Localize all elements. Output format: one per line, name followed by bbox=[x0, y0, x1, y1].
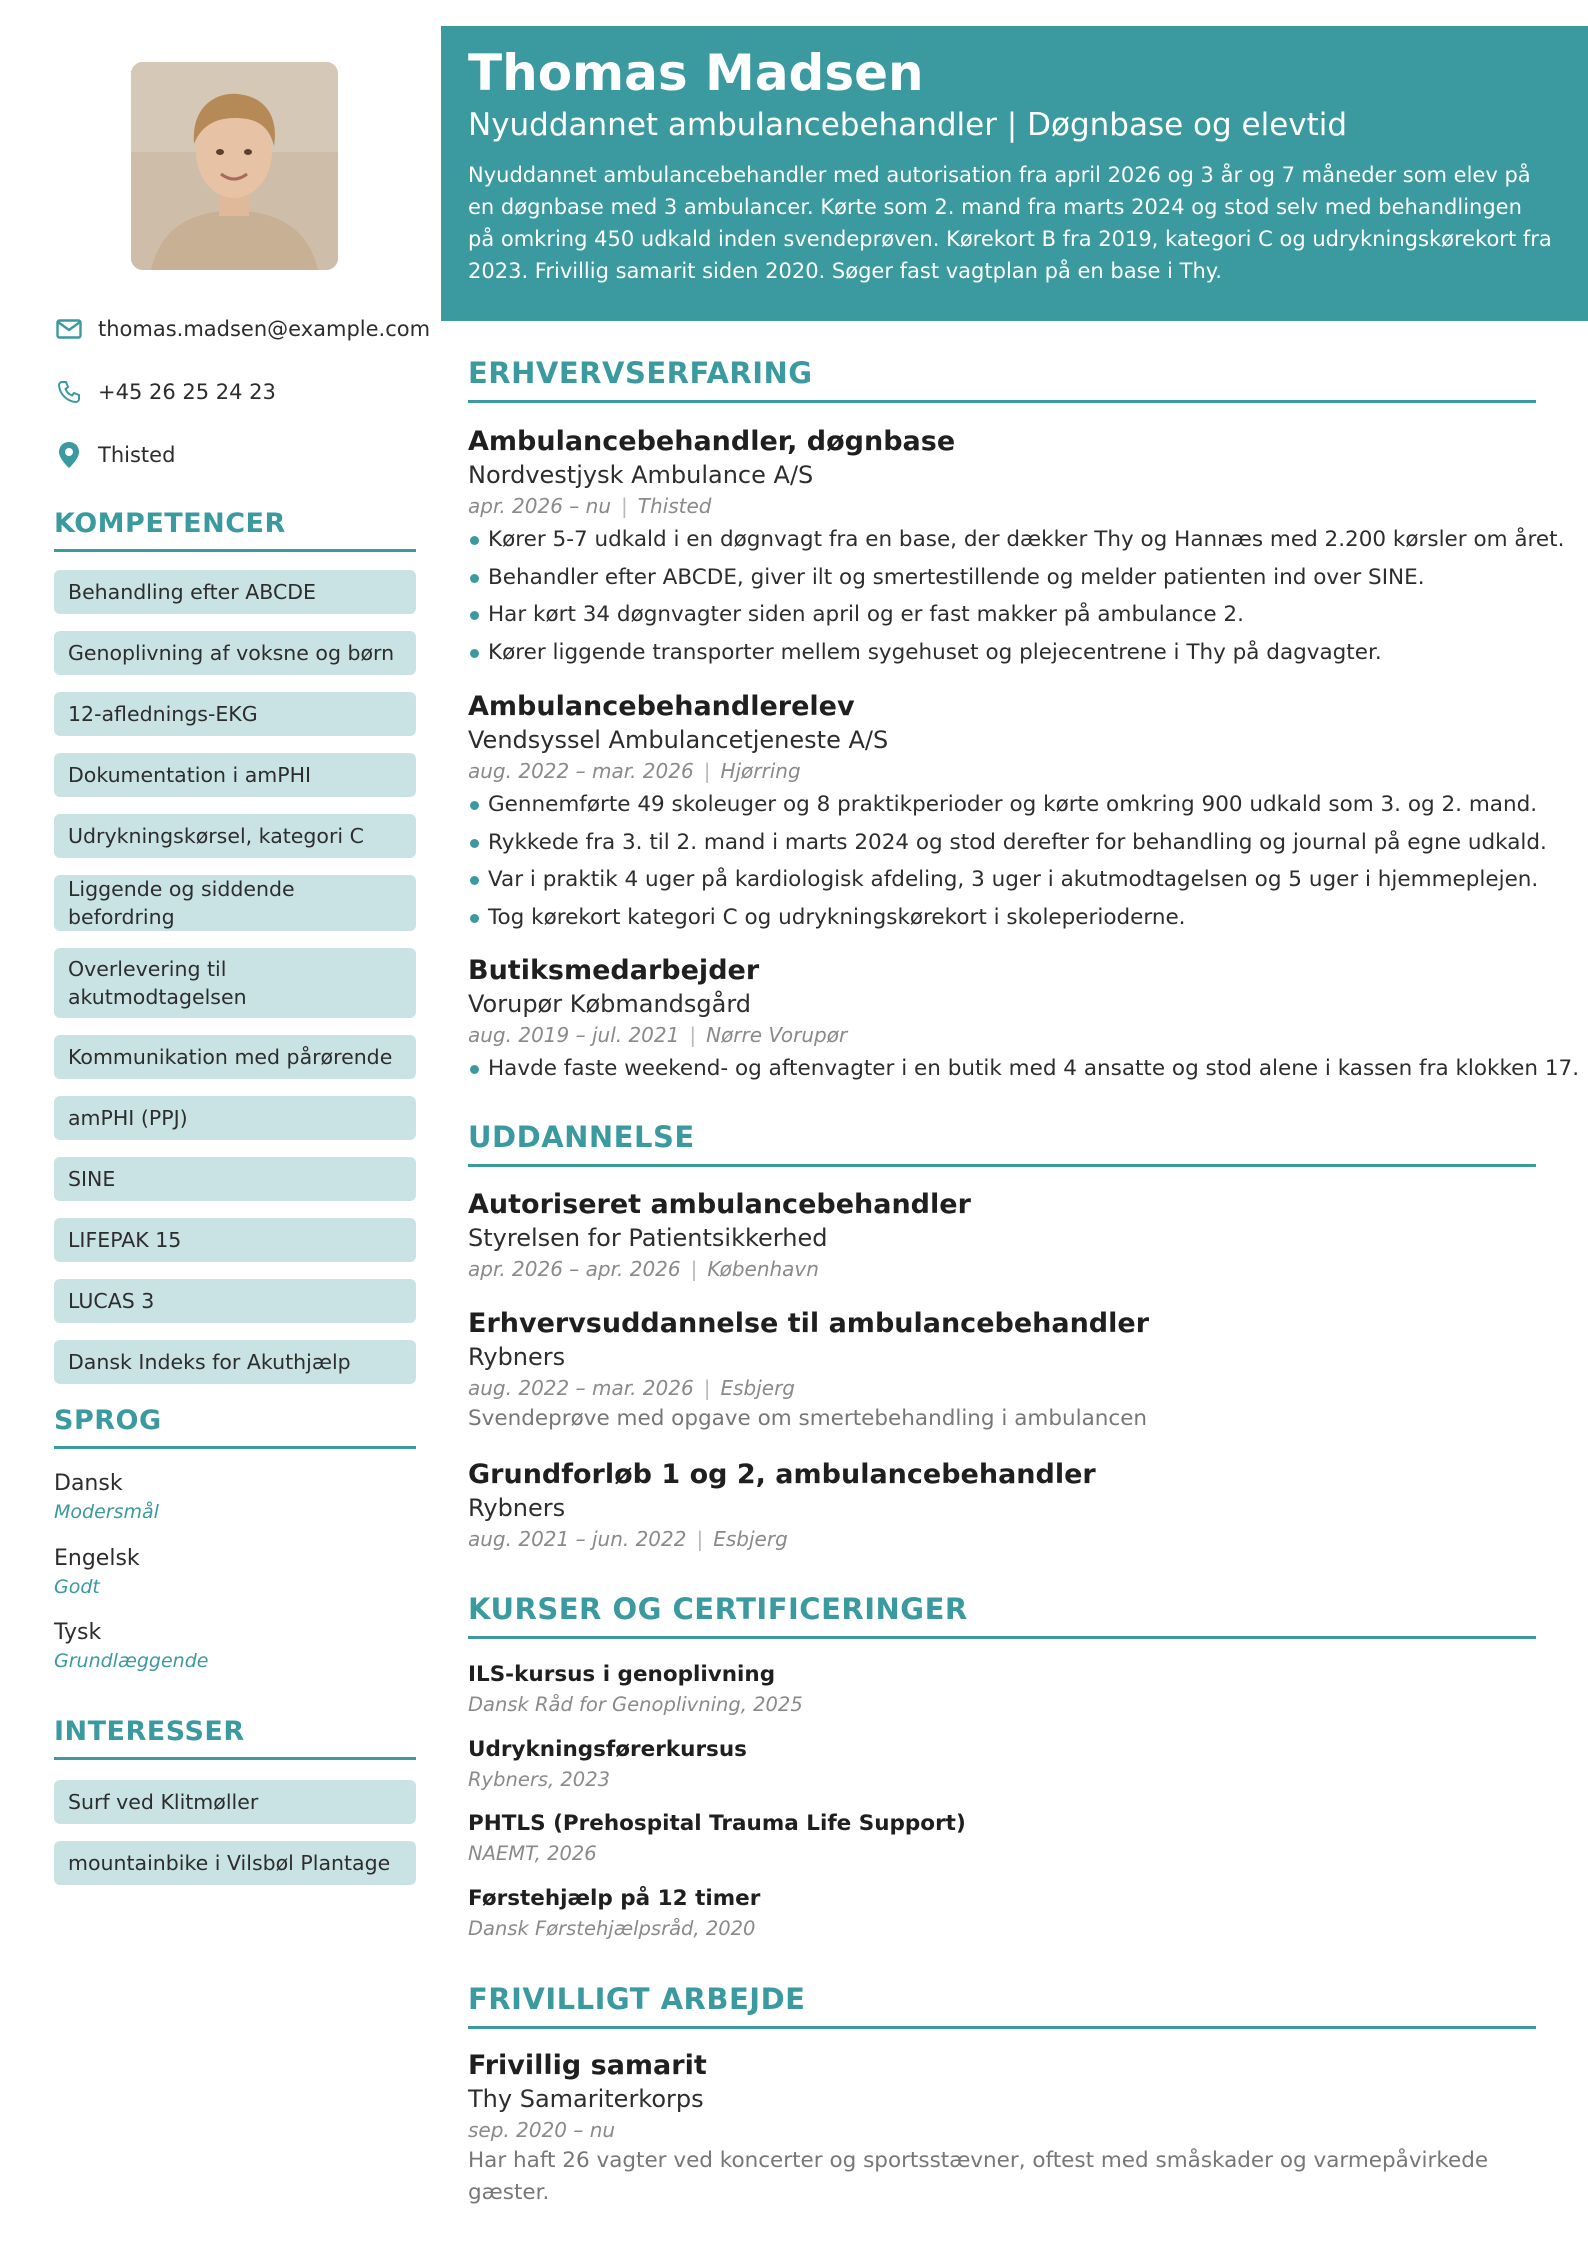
course-name: PHTLS (Prehospital Trauma Life Support) bbox=[468, 1811, 966, 1836]
languages-list bbox=[54, 1469, 416, 1693]
course-name: Førstehjælp på 12 timer bbox=[468, 1886, 761, 1911]
skill-chip: 12-aflednings-EKG bbox=[54, 692, 416, 736]
job-dates: aug. 2019 – jul. 2021 bbox=[468, 1023, 680, 1047]
job-employer: Nordvestjysk Ambulance A/S bbox=[468, 461, 814, 489]
job-employer: Vorupør Købmandsgård bbox=[468, 990, 752, 1018]
language-level: Modersmål bbox=[54, 1501, 159, 1523]
email-text: thomas.madsen@example.com bbox=[98, 317, 431, 341]
courses-heading: KURSER OG CERTIFICERINGER bbox=[468, 1592, 1536, 1639]
skill-chip: Kommunikation med pårørende bbox=[54, 1035, 416, 1079]
job-employer: Vendsyssel Ambulancetjeneste A/S bbox=[468, 726, 889, 754]
bullet-text: Kører 5-7 udkald i en døgnvagt fra en base, der dækker Thy og Hannæs med 2.200 kørsler om året. bbox=[488, 527, 1565, 552]
skill-chip bbox=[54, 948, 416, 1018]
job-bullets bbox=[468, 1050, 1580, 1088]
skill-chip: Dokumentation i amPHI bbox=[54, 753, 416, 797]
skills-heading: KOMPETENCER bbox=[54, 508, 416, 552]
profile-summary: Nyuddannet ambulancebehandler med autorisation fra april 2026 og 3 år og 7 måneder som elev på en døgnbase med 3 ambulancer. Kørte som 2. mand fra marts 2024 og stod selv med behandlingen på omkring 450 udkald inden svendeprøven. Kørekort B fra 2019, kategori C og udrykningskørekort fra 2023. Frivillig samarit siden 2020. Søger fast vagtplan på en base i Thy. bbox=[468, 163, 1552, 283]
institution: Rybners bbox=[468, 1343, 566, 1371]
job-role: Ambulancebehandlerelev bbox=[468, 691, 855, 722]
skill-chip: amPHI (PPJ) bbox=[54, 1096, 416, 1140]
experience-entry bbox=[468, 954, 1580, 1088]
meta-separator: | bbox=[689, 1023, 697, 1047]
meta-separator: | bbox=[703, 759, 711, 783]
bullet-item bbox=[468, 861, 1548, 899]
job-place: Hjørring bbox=[720, 759, 801, 783]
course-meta: Dansk Råd for Genoplivning, 2025 bbox=[468, 1693, 803, 1716]
course-meta: NAEMT, 2026 bbox=[468, 1842, 597, 1865]
bullet-dot-icon bbox=[470, 839, 479, 848]
interests-list bbox=[54, 1780, 416, 1902]
bullet-item bbox=[468, 634, 1548, 672]
bullet-item bbox=[468, 824, 1548, 862]
contact-email[interactable] bbox=[54, 314, 434, 344]
course-name: Udrykningsførerkursus bbox=[468, 1737, 747, 1762]
job-meta bbox=[468, 491, 1548, 521]
education-meta bbox=[468, 1524, 1548, 1554]
skill-chip: LIFEPAK 15 bbox=[54, 1218, 416, 1262]
job-meta bbox=[468, 1020, 1548, 1050]
meta-separator: | bbox=[696, 1527, 704, 1551]
volunteer-note: Har haft 26 vagter ved koncerter og sportsstævner, oftest med småskader og varmepåvirkede gæster. bbox=[468, 2148, 1489, 2205]
course-meta: Rybners, 2023 bbox=[468, 1768, 611, 1791]
portrait-image bbox=[131, 62, 338, 270]
bullet-dot-icon bbox=[470, 801, 479, 810]
bullet-text: Var i praktik 4 uger på kardiologisk afdeling, 3 uger i akutmodtagelsen og 5 uger i hjemmeplejen. bbox=[488, 867, 1539, 892]
skill-chip: LUCAS 3 bbox=[54, 1279, 416, 1323]
bullet-dot-icon bbox=[470, 1065, 479, 1074]
education-dates: aug. 2021 – jun. 2022 bbox=[468, 1527, 687, 1551]
job-dates: aug. 2022 – mar. 2026 bbox=[468, 759, 694, 783]
job-place: Thisted bbox=[637, 494, 712, 518]
job-meta bbox=[468, 756, 1548, 786]
skill-chip: SINE bbox=[54, 1157, 416, 1201]
meta-separator: | bbox=[703, 1376, 711, 1400]
meta-separator: | bbox=[621, 494, 628, 518]
bullet-item bbox=[468, 786, 1548, 824]
profile-header bbox=[441, 26, 1588, 321]
language-name: Tysk bbox=[54, 1620, 102, 1645]
skill-chip-label: Overlevering til akutmodtagelsen bbox=[68, 957, 247, 1009]
bullet-item bbox=[468, 899, 1548, 937]
bullet-dot-icon bbox=[470, 876, 479, 885]
profile-photo bbox=[131, 62, 338, 270]
language-item bbox=[54, 1469, 416, 1544]
bullet-item bbox=[468, 596, 1548, 634]
meta-separator: | bbox=[690, 1257, 698, 1281]
education-entry bbox=[468, 1188, 1548, 1284]
skill-chip: Genoplivning af voksne og børn bbox=[54, 631, 416, 675]
job-bullets bbox=[468, 521, 1565, 671]
location-text: Thisted bbox=[98, 443, 176, 467]
volunteer-dates: sep. 2020 – nu bbox=[468, 2118, 616, 2142]
experience-heading: ERHVERVSERFARING bbox=[468, 356, 1536, 403]
education-entry bbox=[468, 1307, 1548, 1435]
course-meta: Dansk Førstehjælpsråd, 2020 bbox=[468, 1917, 756, 1940]
bullet-text: Tog kørekort kategori C og udrykningskørekort i skoleperioderne. bbox=[488, 904, 1186, 930]
skill-chip: Behandling efter ABCDE bbox=[54, 570, 416, 614]
contact-phone[interactable] bbox=[54, 377, 434, 407]
education-heading: UDDANNELSE bbox=[468, 1120, 1536, 1167]
course-item bbox=[468, 1734, 1536, 1794]
bullet-dot-icon bbox=[470, 536, 479, 545]
bullet-text: Rykkede fra 3. til 2. mand i marts 2024 og stod derefter for behandling og journal på egne udkald. bbox=[488, 829, 1547, 855]
education-dates: aug. 2022 – mar. 2026 bbox=[468, 1376, 694, 1400]
course-item bbox=[468, 1659, 1536, 1719]
job-role: Ambulancebehandler, døgnbase bbox=[468, 426, 956, 457]
job-dates: apr. 2026 – nu bbox=[468, 494, 612, 518]
bullet-text: Har kørt 34 døgnvagter siden april og er fast makker på ambulance 2. bbox=[488, 602, 1244, 627]
language-name: Dansk bbox=[54, 1471, 123, 1496]
degree-title: Erhvervsuddannelse til ambulancebehandler bbox=[468, 1308, 1150, 1339]
phone-icon bbox=[54, 377, 84, 407]
degree-title: Autoriseret ambulancebehandler bbox=[468, 1189, 971, 1220]
interests-heading: INTERESSER bbox=[54, 1716, 416, 1760]
education-place: København bbox=[707, 1257, 819, 1281]
candidate-name: Thomas Madsen bbox=[468, 44, 924, 102]
contact-location bbox=[54, 440, 434, 470]
candidate-title: Nyuddannet ambulancebehandler | Døgnbase og elevtid bbox=[468, 107, 1348, 143]
degree-title: Grundforløb 1 og 2, ambulancebehandler bbox=[468, 1459, 1096, 1490]
education-place: Esbjerg bbox=[713, 1527, 788, 1551]
bullet-text: Behandler efter ABCDE, giver ilt og smertestillende og melder patienten ind over SINE. bbox=[488, 564, 1425, 590]
language-name: Engelsk bbox=[54, 1545, 140, 1571]
language-level: Grundlæggende bbox=[54, 1650, 209, 1672]
bullet-dot-icon bbox=[470, 611, 479, 620]
bullet-item bbox=[468, 1050, 1580, 1088]
job-role: Butiksmedarbejder bbox=[468, 955, 760, 986]
skill-chip: Liggende og siddende befordring bbox=[54, 875, 416, 931]
location-pin-icon bbox=[54, 440, 84, 470]
job-place: Nørre Vorupør bbox=[706, 1023, 848, 1047]
institution: Styrelsen for Patientsikkerhed bbox=[468, 1224, 828, 1252]
experience-entry bbox=[468, 425, 1565, 671]
language-item bbox=[54, 1544, 416, 1619]
course-item bbox=[468, 1808, 1536, 1868]
interest-chip: mountainbike i Vilsbøl Plantage bbox=[54, 1841, 416, 1885]
skill-chip: Dansk Indeks for Akuthjælp bbox=[54, 1340, 416, 1384]
bullet-text: Kører liggende transporter mellem sygehuset og plejecentrene i Thy på dagvagter. bbox=[488, 639, 1382, 665]
bullet-item bbox=[468, 521, 1565, 559]
phone-text: +45 26 25 24 23 bbox=[98, 380, 276, 404]
education-meta bbox=[468, 1254, 1548, 1284]
education-place: Esbjerg bbox=[720, 1376, 795, 1400]
bullet-text: Gennemførte 49 skoleuger og 8 praktikperioder og kørte omkring 900 udkald som 3. og 2. mand. bbox=[488, 792, 1538, 817]
education-dates: apr. 2026 – apr. 2026 bbox=[468, 1257, 681, 1281]
education-note: Svendeprøve med opgave om smertebehandling i ambulancen bbox=[468, 1406, 1148, 1431]
volunteer-role: Frivillig samarit bbox=[468, 2050, 707, 2081]
languages-heading: SPROG bbox=[54, 1405, 416, 1449]
course-name: ILS-kursus i genoplivning bbox=[468, 1662, 776, 1687]
education-meta bbox=[468, 1373, 1548, 1403]
job-bullets bbox=[468, 786, 1548, 936]
bullet-dot-icon bbox=[470, 649, 479, 658]
volunteer-heading: FRIVILLIGT ARBEJDE bbox=[468, 1982, 1536, 2029]
mail-icon bbox=[54, 314, 84, 344]
bullet-dot-icon bbox=[470, 914, 479, 923]
skill-chip: Udrykningskørsel, kategori C bbox=[54, 814, 416, 858]
skills-list bbox=[54, 570, 416, 1401]
language-item bbox=[54, 1618, 416, 1693]
bullet-item bbox=[468, 559, 1548, 597]
bullet-text: Havde faste weekend- og aftenvagter i en butik med 4 ansatte og stod alene i kassen fra klokken 17. bbox=[488, 1056, 1580, 1081]
institution: Rybners bbox=[468, 1494, 566, 1522]
bullet-dot-icon bbox=[470, 574, 479, 583]
experience-entry bbox=[468, 690, 1548, 936]
volunteer-org: Thy Samariterkorps bbox=[468, 2085, 704, 2113]
education-entry bbox=[468, 1458, 1548, 1554]
course-item bbox=[468, 1883, 1536, 1943]
interest-chip: Surf ved Klitmøller bbox=[54, 1780, 416, 1824]
language-level: Godt bbox=[54, 1575, 100, 1598]
volunteer-entry bbox=[468, 2049, 1548, 2209]
